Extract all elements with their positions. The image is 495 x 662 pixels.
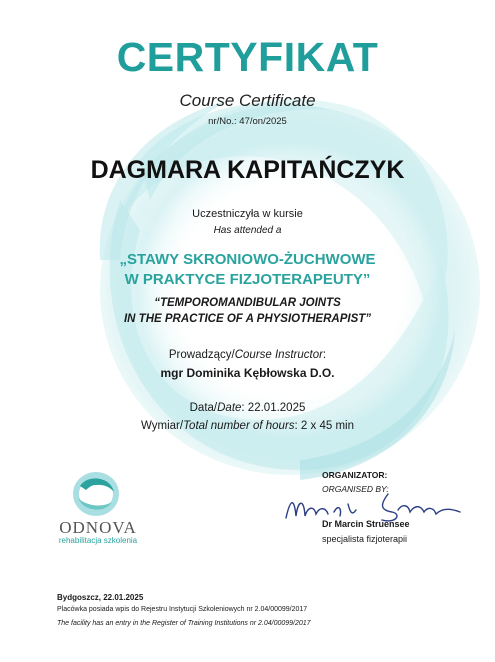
swirl-logo-icon bbox=[58, 470, 138, 516]
organizer-role: specjalista fizjoterapii bbox=[322, 534, 408, 544]
instructor-label bbox=[0, 349, 495, 361]
participant-name: DAGMARA KAPITAŃCZYK bbox=[90, 156, 405, 184]
certificate-number: nr/No.: 47/on/2025 bbox=[208, 116, 287, 127]
date-label-en: Date bbox=[217, 402, 242, 414]
date-value: : 22.01.2025 bbox=[241, 402, 306, 414]
logo-tagline: rehabilitacja szkolenia bbox=[58, 536, 138, 545]
registry-note-pl: Placówka posiada wpis do Rejestru Instytucji Szkoleniowych nr 2.04/00099/2017 bbox=[57, 606, 308, 613]
place-and-date: Bydgoszcz, 22.01.2025 bbox=[57, 593, 144, 602]
instructor-name: mgr Dominika Kębłowska D.O. bbox=[160, 366, 335, 380]
course-title-en-line1: “TEMPOROMANDIBULAR JOINTS bbox=[154, 297, 341, 309]
organizer-label: ORGANIZATOR: bbox=[322, 470, 388, 480]
course-title-en-line2: IN THE PRACTICE OF A PHYSIOTHERAPIST” bbox=[123, 313, 372, 325]
course-date bbox=[0, 402, 495, 414]
instructor-label-pl: Prowadzący/ bbox=[168, 349, 235, 361]
organizer-label-en: ORGANISED BY: bbox=[322, 484, 389, 494]
registry-note-en: The facility has an entry in the Register of Training Institutions nr 2.04/00099/2017 bbox=[57, 620, 311, 627]
course-hours bbox=[0, 420, 495, 432]
course-title-pl-line1: „STAWY SKRONIOWO-ŻUCHWOWE bbox=[119, 251, 376, 268]
attended-label-en: Has attended a bbox=[213, 225, 282, 236]
course-title-pl-line2: W PRAKTYCE FIZJOTERAPEUTY” bbox=[124, 271, 371, 288]
attended-label-pl: Uczestniczyła w kursie bbox=[192, 208, 303, 220]
certificate-title: CERTYFIKAT bbox=[116, 34, 379, 80]
organizer-name: Dr Marcin Struensee bbox=[322, 519, 410, 529]
instructor-label-suffix: : bbox=[322, 349, 327, 361]
hours-label-pl: Wymiar/ bbox=[141, 420, 184, 432]
certificate-subtitle: Course Certificate bbox=[179, 91, 316, 110]
hours-value: : 2 x 45 min bbox=[294, 420, 354, 432]
date-label-pl: Data/ bbox=[189, 402, 218, 414]
instructor-label-en: Course Instructor bbox=[234, 349, 323, 361]
logo-name: ODNOVA bbox=[59, 518, 137, 537]
hours-label-en: Total number of hours bbox=[183, 420, 295, 432]
